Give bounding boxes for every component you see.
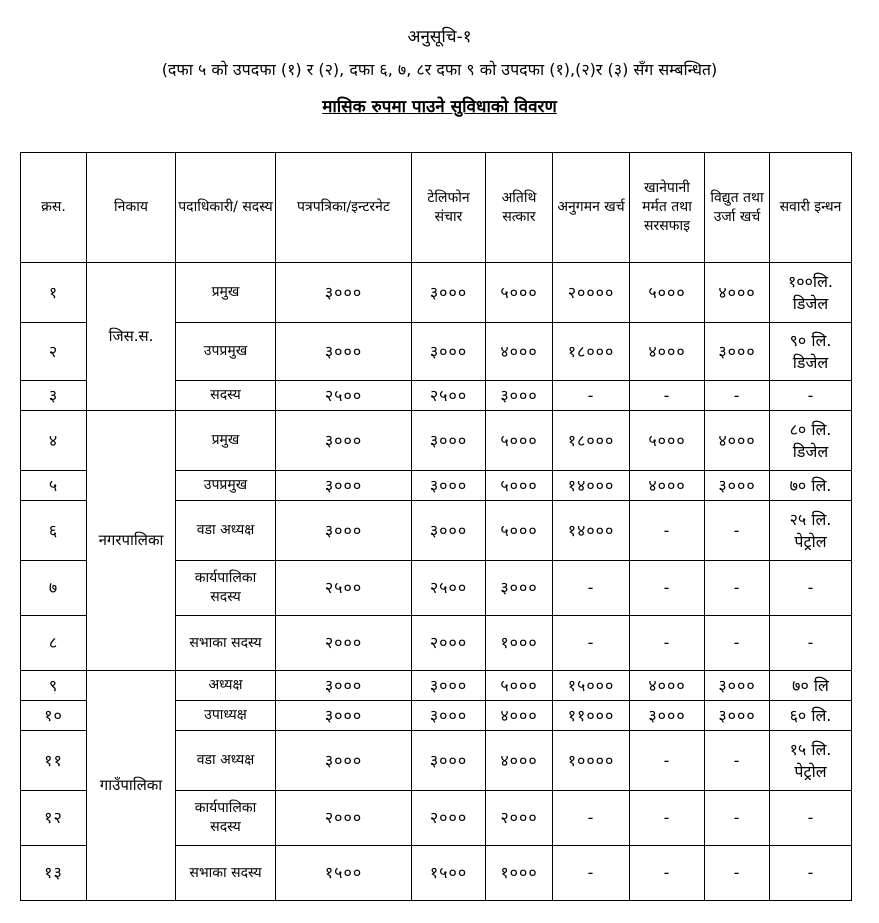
body-cell: नगरपालिका — [87, 411, 176, 671]
post-cell: सभाका सदस्य — [176, 846, 276, 901]
post-cell: सदस्य — [176, 381, 276, 411]
newspaper-cell: २५०० — [276, 561, 412, 616]
water-cell: ४००० — [630, 671, 705, 701]
water-cell: ४००० — [630, 471, 705, 501]
fuel-cell: २५ लि. पेट्रोल — [770, 501, 852, 561]
hospitality-cell: ३००० — [486, 561, 553, 616]
column-header: सवारी इन्धन — [770, 153, 852, 263]
telephone-cell: २५०० — [412, 561, 486, 616]
serial-cell: ९ — [21, 671, 87, 701]
hospitality-cell: २००० — [486, 791, 553, 846]
fuel-cell: १००लि. डिजेल — [770, 263, 852, 323]
monitoring-cell: - — [553, 791, 630, 846]
post-cell: कार्यपालिका सदस्य — [176, 561, 276, 616]
post-cell: उपप्रमुख — [176, 471, 276, 501]
newspaper-cell: ३००० — [276, 701, 412, 731]
water-cell: - — [630, 731, 705, 791]
column-header: विद्युत तथा उर्जा खर्च — [705, 153, 770, 263]
fuel-cell: - — [770, 616, 852, 671]
post-cell: अध्यक्ष — [176, 671, 276, 701]
fuel-cell: ९० लि. डिजेल — [770, 323, 852, 381]
electricity-cell: - — [705, 731, 770, 791]
monitoring-cell: १५००० — [553, 671, 630, 701]
monitoring-cell: - — [553, 561, 630, 616]
monitoring-cell: १४००० — [553, 501, 630, 561]
telephone-cell: २००० — [412, 791, 486, 846]
water-cell: - — [630, 561, 705, 616]
annex-title: अनुसूचि-१ — [407, 27, 472, 47]
post-cell: उपप्रमुख — [176, 323, 276, 381]
water-cell: ३००० — [630, 701, 705, 731]
newspaper-cell: ३००० — [276, 323, 412, 381]
fuel-cell: - — [770, 791, 852, 846]
electricity-cell: ३००० — [705, 671, 770, 701]
water-cell: ५००० — [630, 263, 705, 323]
column-header: अतिथि सत्कार — [486, 153, 553, 263]
telephone-cell: ३००० — [412, 701, 486, 731]
electricity-cell: ४००० — [705, 411, 770, 471]
table-row — [21, 263, 852, 323]
serial-cell: ७ — [21, 561, 87, 616]
fuel-cell: १५ लि. पेट्रोल — [770, 731, 852, 791]
telephone-cell: ३००० — [412, 731, 486, 791]
serial-cell: १० — [21, 701, 87, 731]
water-cell: - — [630, 381, 705, 411]
serial-cell: १ — [21, 263, 87, 323]
table-row — [21, 671, 852, 701]
telephone-cell: ३००० — [412, 323, 486, 381]
newspaper-cell: ३००० — [276, 501, 412, 561]
post-cell: प्रमुख — [176, 411, 276, 471]
column-header: अनुगमन खर्च — [553, 153, 630, 263]
column-header: खानेपानी मर्मत तथा सरसफाइ — [630, 153, 705, 263]
annex-heading: मासिक रुपमा पाउने सुविधाको विवरण — [322, 97, 557, 117]
fuel-cell: - — [770, 846, 852, 901]
annex-subtitle: (दफा ५ को उपदफा (१) र (२), दफा ६, ७, ८र दफा ९ को उपदफा (१),(२)र (३) सँग सम्बन्धित) — [161, 60, 718, 79]
serial-cell: ८ — [21, 616, 87, 671]
newspaper-cell: ३००० — [276, 471, 412, 501]
newspaper-cell: २००० — [276, 791, 412, 846]
telephone-cell: २००० — [412, 616, 486, 671]
electricity-cell: - — [705, 381, 770, 411]
monitoring-cell: - — [553, 616, 630, 671]
table-row — [21, 411, 852, 471]
fuel-cell: - — [770, 561, 852, 616]
monitoring-cell: १०००० — [553, 731, 630, 791]
telephone-cell: ३००० — [412, 411, 486, 471]
electricity-cell: - — [705, 501, 770, 561]
serial-cell: ११ — [21, 731, 87, 791]
water-cell: ५००० — [630, 411, 705, 471]
hospitality-cell: ४००० — [486, 701, 553, 731]
electricity-cell: ४००० — [705, 263, 770, 323]
electricity-cell: - — [705, 561, 770, 616]
monitoring-cell: १४००० — [553, 471, 630, 501]
newspaper-cell: ३००० — [276, 731, 412, 791]
monitoring-cell: - — [553, 381, 630, 411]
post-cell: सभाका सदस्य — [176, 616, 276, 671]
telephone-cell: ३००० — [412, 263, 486, 323]
fuel-cell: ८० लि. डिजेल — [770, 411, 852, 471]
telephone-cell: ३००० — [412, 501, 486, 561]
telephone-cell: ३००० — [412, 471, 486, 501]
hospitality-cell: १००० — [486, 846, 553, 901]
column-header: टेलिफोन संचार — [412, 153, 486, 263]
electricity-cell: - — [705, 616, 770, 671]
water-cell: - — [630, 846, 705, 901]
post-cell: वडा अध्यक्ष — [176, 731, 276, 791]
hospitality-cell: ५००० — [486, 671, 553, 701]
monitoring-cell: १८००० — [553, 411, 630, 471]
serial-cell: १३ — [21, 846, 87, 901]
hospitality-cell: ३००० — [486, 381, 553, 411]
electricity-cell: ३००० — [705, 323, 770, 381]
fuel-cell: - — [770, 381, 852, 411]
fuel-cell: ७० लि. — [770, 471, 852, 501]
serial-cell: १२ — [21, 791, 87, 846]
water-cell: ४००० — [630, 323, 705, 381]
newspaper-cell: २५०० — [276, 381, 412, 411]
hospitality-cell: ५००० — [486, 501, 553, 561]
monitoring-cell: - — [553, 846, 630, 901]
water-cell: - — [630, 791, 705, 846]
hospitality-cell: ५००० — [486, 411, 553, 471]
electricity-cell: - — [705, 846, 770, 901]
telephone-cell: ३००० — [412, 671, 486, 701]
electricity-cell: - — [705, 791, 770, 846]
electricity-cell: ३००० — [705, 701, 770, 731]
monitoring-cell: ११००० — [553, 701, 630, 731]
column-header: पत्रपत्रिका/इन्टरनेट — [276, 153, 412, 263]
monitoring-cell: २०००० — [553, 263, 630, 323]
post-cell: वडा अध्यक्ष — [176, 501, 276, 561]
column-header: निकाय — [87, 153, 176, 263]
column-header: पदाधिकारी/ सदस्य — [176, 153, 276, 263]
serial-cell: ३ — [21, 381, 87, 411]
telephone-cell: १५०० — [412, 846, 486, 901]
serial-cell: ६ — [21, 501, 87, 561]
hospitality-cell: ५००० — [486, 263, 553, 323]
hospitality-cell: १००० — [486, 616, 553, 671]
newspaper-cell: ३००० — [276, 411, 412, 471]
newspaper-cell: ३००० — [276, 263, 412, 323]
table-header-row — [21, 153, 852, 263]
column-header: क्रस. — [21, 153, 87, 263]
serial-cell: ४ — [21, 411, 87, 471]
serial-cell: ५ — [21, 471, 87, 501]
body-cell: गाउँपालिका — [87, 671, 176, 901]
serial-cell: २ — [21, 323, 87, 381]
hospitality-cell: ४००० — [486, 731, 553, 791]
facilities-table — [20, 152, 852, 901]
fuel-cell: ७० लि — [770, 671, 852, 701]
newspaper-cell: ३००० — [276, 671, 412, 701]
hospitality-cell: ४००० — [486, 323, 553, 381]
fuel-cell: ६० लि. — [770, 701, 852, 731]
post-cell: प्रमुख — [176, 263, 276, 323]
electricity-cell: ३००० — [705, 471, 770, 501]
newspaper-cell: २००० — [276, 616, 412, 671]
newspaper-cell: १५०० — [276, 846, 412, 901]
monitoring-cell: १८००० — [553, 323, 630, 381]
water-cell: - — [630, 501, 705, 561]
telephone-cell: २५०० — [412, 381, 486, 411]
water-cell: - — [630, 616, 705, 671]
body-cell: जिस.स. — [87, 263, 176, 411]
hospitality-cell: ५००० — [486, 471, 553, 501]
post-cell: उपाध्यक्ष — [176, 701, 276, 731]
post-cell: कार्यपालिका सदस्य — [176, 791, 276, 846]
